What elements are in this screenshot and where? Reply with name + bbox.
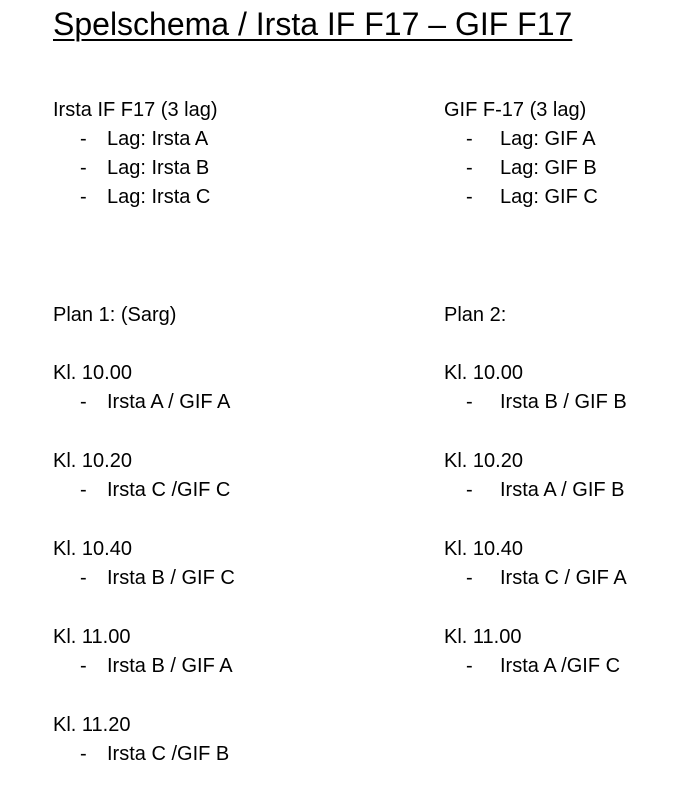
document-title: Spelschema / Irsta IF F17 – GIF F17 [53, 6, 573, 42]
club-heading: GIF F-17 (3 lag) [444, 99, 587, 121]
schedule-slot [444, 447, 627, 505]
team-item: - Lag: GIF C [444, 183, 627, 212]
plan-2 [444, 301, 627, 681]
left-column [53, 96, 235, 799]
slot-match: - Irsta A / GIF A [53, 388, 235, 417]
plan-heading: Plan 1: (Sarg) [53, 304, 177, 326]
slot-time: Kl. 11.20 [53, 714, 131, 736]
plan-1 [53, 301, 235, 769]
team-item: - Lag: Irsta C [53, 183, 235, 212]
slot-match: - Irsta A /GIF C [444, 652, 627, 681]
club-irsta [53, 96, 235, 301]
slot-time: Kl. 11.00 [53, 626, 131, 648]
slot-time: Kl. 11.00 [444, 626, 522, 648]
right-column [444, 96, 627, 711]
slot-match: - Irsta A / GIF B [444, 476, 627, 505]
schedule-slot [444, 359, 627, 417]
slot-match: - Irsta B / GIF C [53, 564, 235, 593]
slot-time: Kl. 10.20 [53, 450, 132, 472]
schedule-slot [53, 623, 235, 681]
slot-time: Kl. 10.40 [444, 538, 523, 560]
slot-match: - Irsta C /GIF C [53, 476, 235, 505]
schedule-slot [53, 359, 235, 417]
club-heading: Irsta IF F17 (3 lag) [53, 99, 218, 121]
schedule-slot [53, 447, 235, 505]
team-item: - Lag: GIF A [444, 125, 627, 154]
slot-match: - Irsta B / GIF B [444, 388, 627, 417]
slot-match: - Irsta B / GIF A [53, 652, 235, 681]
slot-time: Kl. 10.00 [53, 362, 132, 384]
schedule-slot [53, 535, 235, 593]
schedule-slot [53, 711, 235, 769]
team-item: - Lag: Irsta A [53, 125, 235, 154]
team-item: - Lag: Irsta B [53, 154, 235, 183]
team-item: - Lag: GIF B [444, 154, 627, 183]
plan-heading: Plan 2: [444, 304, 507, 326]
slot-time: Kl. 10.20 [444, 450, 523, 472]
club-gif [444, 96, 627, 301]
slot-match: - Irsta C / GIF A [444, 564, 627, 593]
slot-time: Kl. 10.00 [444, 362, 523, 384]
schedule-slot [444, 535, 627, 593]
slot-time: Kl. 10.40 [53, 538, 132, 560]
slot-match: - Irsta C /GIF B [53, 740, 235, 769]
schedule-slot [444, 623, 627, 681]
